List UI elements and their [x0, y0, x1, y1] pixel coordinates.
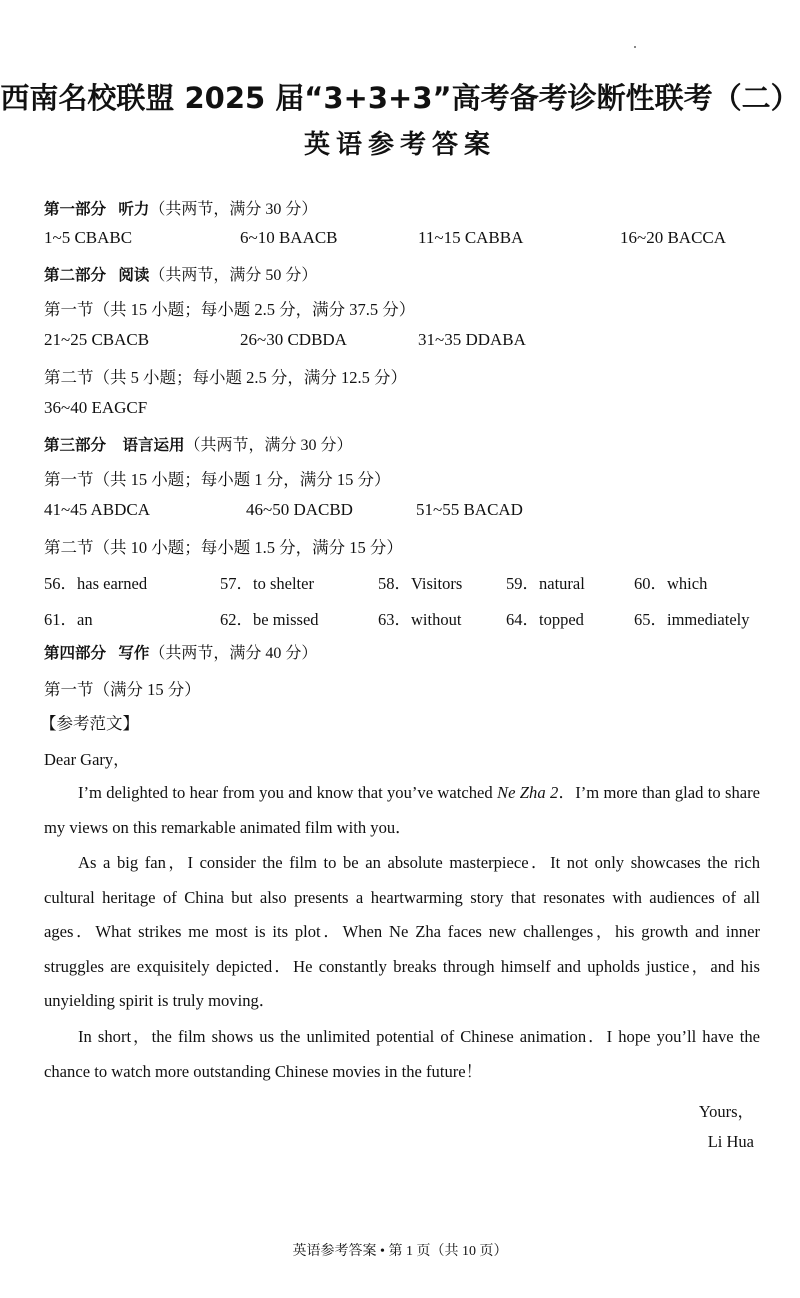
- page-footer: 英语参考答案 • 第 1 页（共 10 页）: [292, 1244, 508, 1259]
- answer-group: 11~15 CABBA: [418, 228, 524, 247]
- page-title: 西南名校联盟 2025 届“3+3+3”高考备考诊断性联考（二）: [0, 81, 800, 115]
- part2-heading: [44, 262, 317, 285]
- answer-group: 31~35 DDABA: [418, 330, 526, 349]
- answer-group: 1~5 CBABC: [44, 228, 133, 247]
- blank-answer: 62．be missed: [220, 610, 319, 629]
- part2-note: （共两节，满分 50 分）: [149, 267, 318, 284]
- answer-group: 6~10 BAACB: [240, 228, 338, 247]
- blank-answer: 63．without: [378, 610, 462, 629]
- blank-answer: 59．natural: [506, 574, 585, 593]
- part2-name: 阅读: [118, 266, 150, 284]
- part1-note: （共两节，满分 30 分）: [149, 201, 318, 218]
- part3-section2-heading: 第二节（共 10 小题；每小题 1.5 分，满分 15 分）: [44, 538, 403, 557]
- part1-label: 第一部分: [44, 200, 107, 218]
- answer-group: 36~40 EAGCF: [44, 398, 148, 417]
- answer-group: 16~20 BACCA: [620, 228, 727, 247]
- blank-answer: 57．to shelter: [220, 574, 314, 593]
- part1-heading: [44, 196, 317, 219]
- part3-note: （共两节，满分 30 分）: [184, 437, 353, 454]
- part4-heading: [44, 640, 317, 663]
- letter-signature: Li Hua: [707, 1132, 754, 1151]
- page-subtitle: 英语参考答案: [303, 130, 496, 160]
- part3-label: 第三部分: [44, 436, 107, 454]
- letter-paragraph-1: I’m delighted to hear from you and know that you’ve watched Ne Zha 2．I’m more than glad to share my views on this remarkable animated film with you．: [44, 783, 760, 837]
- part2-label: 第二部分: [44, 266, 107, 284]
- blank-answer: 65．immediately: [634, 610, 750, 629]
- part4-name: 写作: [118, 644, 150, 662]
- part4-label: 第四部分: [44, 644, 107, 662]
- part2-section2-heading: 第二节（共 5 小题；每小题 2.5 分，满分 12.5 分）: [44, 368, 407, 387]
- part3-section1-heading: 第一节（共 15 小题；每小题 1 分，满分 15 分）: [44, 470, 391, 489]
- part3-name: 语言运用: [122, 436, 185, 454]
- blank-answer: 60．which: [634, 574, 708, 593]
- part4-note: （共两节，满分 40 分）: [149, 645, 318, 662]
- blank-answer: 61．an: [44, 610, 93, 629]
- part2-section1-heading: 第一节（共 15 小题；每小题 2.5 分，满分 37.5 分）: [44, 300, 416, 319]
- blank-answer: 58．Visitors: [378, 574, 463, 593]
- letter-paragraph-3: In short，the film shows us the unlimited potential of Chinese animation．I hope you’ll have the chance to watch more outstanding Chinese movies in the future！: [44, 1027, 760, 1081]
- scan-speck: [634, 46, 636, 48]
- answer-group: 26~30 CDBDA: [240, 330, 347, 349]
- part1-name: 听力: [118, 200, 150, 218]
- sample-essay-label: 【参考范文】: [40, 714, 139, 733]
- answer-group: 21~25 CBACB: [44, 330, 150, 349]
- letter-closing: Yours，: [698, 1102, 754, 1121]
- blank-answer: 64．topped: [506, 610, 584, 629]
- answer-group: 41~45 ABDCA: [44, 500, 151, 519]
- answer-group: 51~55 BACAD: [416, 500, 523, 519]
- part3-heading: [44, 432, 353, 455]
- letter-greeting: Dear Gary，: [44, 750, 130, 769]
- letter-paragraph-2: As a big fan，I consider the film to be an absolute masterpiece．It not only showcases the rich cultural heritage of China but also presents a heartwarming story that resonates with audiences of all ages．What strikes me most is its plot．When Ne Zha faces new challenges，his growth and inner struggles are exquisitely depicted．He constantly breaks through himself and upholds justice，and his unyielding spirit is truly moving．: [44, 853, 760, 1010]
- part4-section1-heading: 第一节（满分 15 分）: [44, 680, 201, 699]
- film-title: Ne Zha 2: [497, 783, 559, 802]
- answer-group: 46~50 DACBD: [246, 500, 353, 519]
- blank-answer: 56．has earned: [44, 574, 148, 593]
